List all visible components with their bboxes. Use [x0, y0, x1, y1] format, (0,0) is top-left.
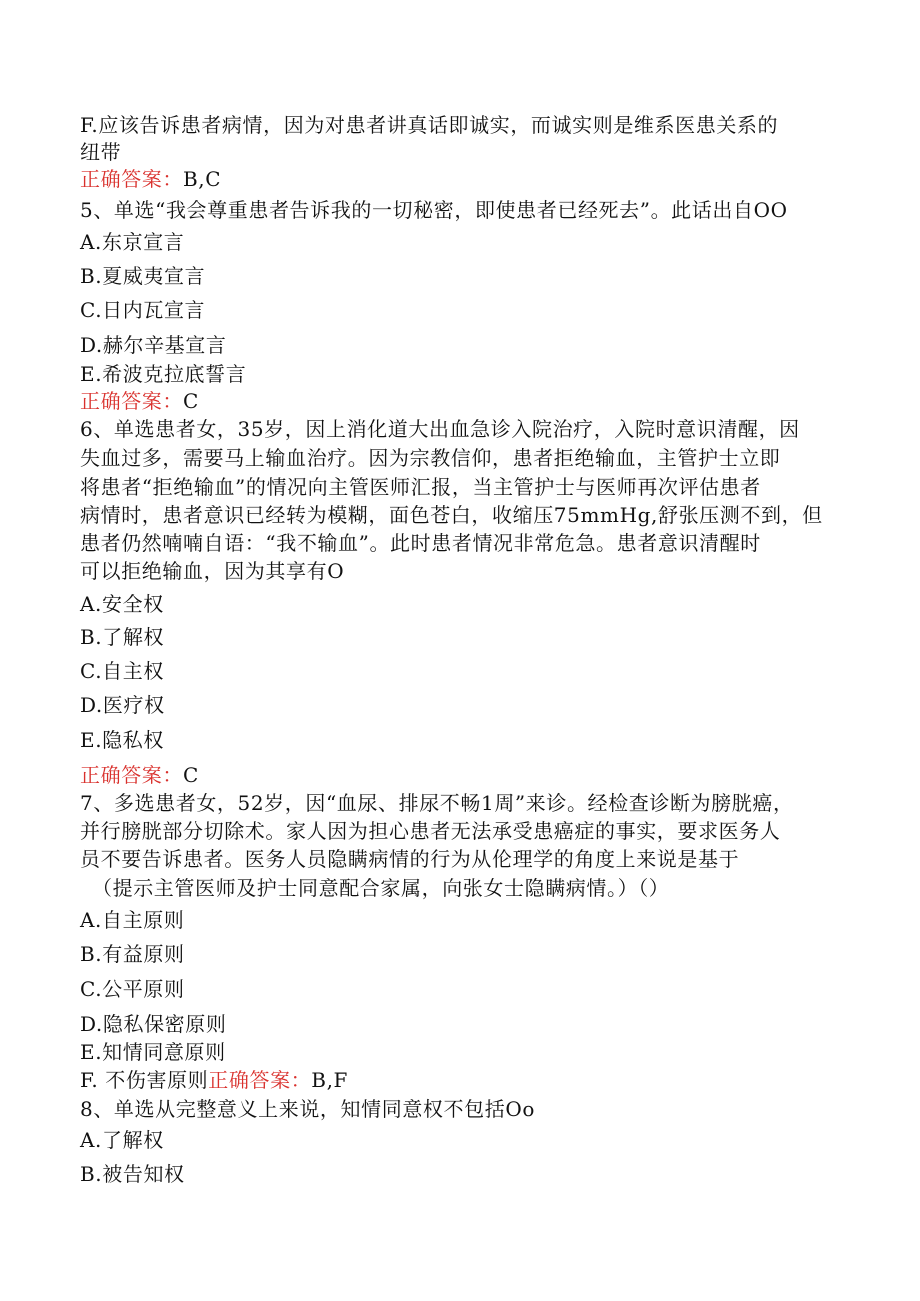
q6-answer [80, 762, 840, 788]
q7-option-c: C.公平原则 [80, 977, 185, 1001]
q7-option-f: F. 不伤害原则 [80, 1068, 209, 1092]
question-7-stem-line: 员不要告诉患者。医务人员隐瞒病情的行为从伦理学的角度上来说是基于 [80, 847, 740, 871]
q7-option-b: B.有益原则 [80, 942, 185, 966]
q5-option-b: B.夏威夷宣言 [80, 264, 206, 288]
answer-value: C [183, 763, 199, 787]
q8-option-a: A.了解权 [80, 1128, 164, 1152]
answer-label: 正确答案： [208, 1068, 312, 1092]
question-7-stem-line: 7、多选患者女，52岁，因“血尿、排尿不畅1周”来诊。经检查诊断为膀胱癌， [80, 791, 794, 815]
q5-option-d: D.赫尔辛基宣言 [80, 333, 227, 357]
prev-answer [80, 166, 840, 192]
question-7-hint: （提示主管医师及护士同意配合家属，向张女士隐瞒病情。）（） [92, 876, 670, 900]
q7-option-d: D.隐私保密原则 [80, 1012, 227, 1036]
q6-option-a: A.安全权 [80, 592, 164, 616]
answer-label: 正确答案： [80, 167, 183, 191]
q6-option-e: E.隐私权 [80, 728, 164, 752]
prev-option-f-line1: F.应该告诉患者病情，因为对患者讲真话即诚实，而诚实则是维系医患关系的 [80, 113, 779, 137]
q8-option-b: B.被告知权 [80, 1162, 185, 1186]
question-6-stem-line: 6、单选患者女，35岁，因上消化道大出血急诊入院治疗，入院时意识清醒，因 [80, 417, 800, 441]
q6-option-c: C.自主权 [80, 659, 164, 683]
answer-value: B,C [183, 167, 222, 191]
q5-option-e: E.希波克拉底誓言 [80, 362, 247, 386]
q6-option-d: D.医疗权 [80, 693, 165, 717]
answer-label: 正确答案： [80, 763, 183, 787]
question-7-stem-line: 并行膀胱部分切除术。家人因为担心患者无法承受患癌症的事实，要求医务人 [80, 819, 781, 843]
q6-option-b: B.了解权 [80, 625, 165, 649]
question-6-stem-line: 病情时，患者意识已经转为模糊，面色苍白，收缩压75mmHg,舒张压测不到，但 [80, 503, 823, 527]
q5-option-a: A.东京宣言 [80, 230, 185, 254]
q7-option-e: E.知情同意原则 [80, 1040, 226, 1064]
question-6-stem-line: 患者仍然喃喃自语：“我不输血”。此时患者情况非常危急。患者意识清醒时 [80, 531, 761, 555]
answer-value: B,F [311, 1068, 349, 1092]
q7-option-a: A.自主原则 [80, 908, 185, 932]
question-6-stem-line: 将患者“拒绝输血”的情况向主管医师汇报，当主管护士与医师再次评估患者 [80, 475, 761, 499]
question-6-stem-line: 可以拒绝输血，因为其享有O [80, 559, 345, 583]
answer-value: C [183, 389, 199, 413]
q7-option-f-with-answer [80, 1067, 840, 1093]
prev-option-f-line2: 纽带 [80, 140, 122, 164]
question-5-stem: 5、单选“我会尊重患者告诉我的一切秘密，即使患者已经死去”。此话出自OO [80, 198, 788, 222]
question-6-stem-line: 失血过多，需要马上输血治疗。因为宗教信仰，患者拒绝输血，主管护士立即 [80, 446, 781, 470]
question-8-stem: 8、单选从完整意义上来说，知情同意权不包括Oo [80, 1097, 535, 1121]
answer-label: 正确答案： [80, 389, 183, 413]
q5-option-c: C.日内瓦宣言 [80, 298, 206, 322]
q5-answer [80, 388, 840, 414]
